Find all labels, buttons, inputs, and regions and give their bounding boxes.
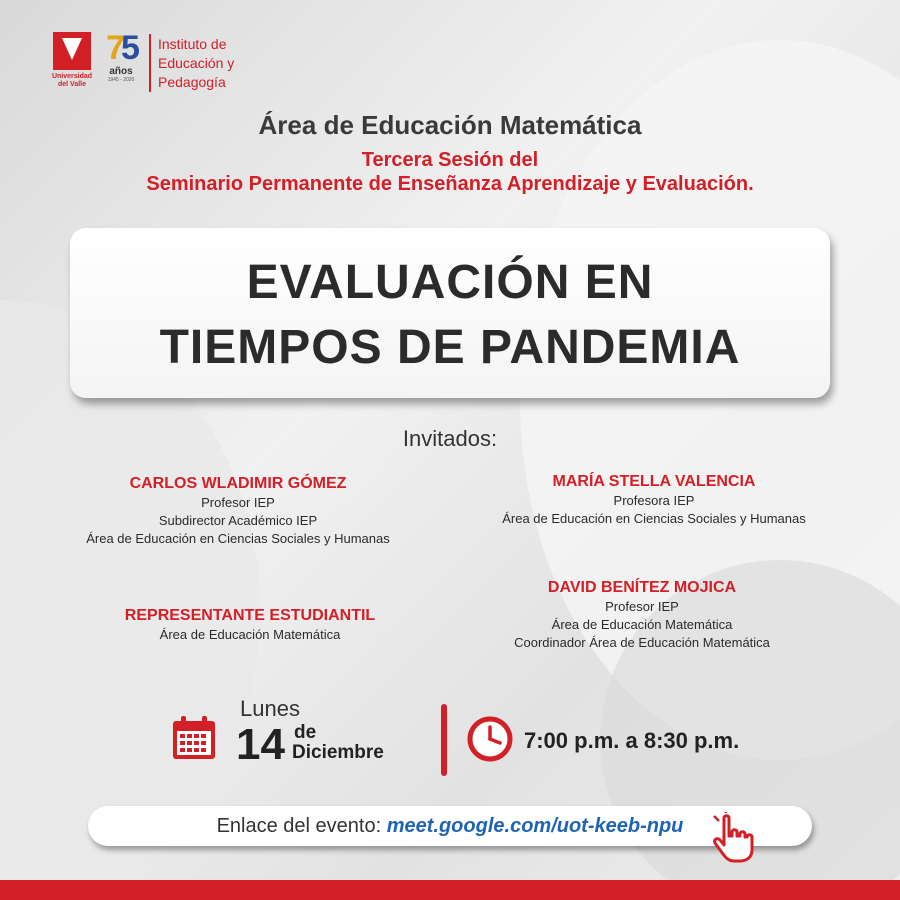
footer-red-bar [0,880,900,900]
event-link-label: Enlace del evento: [216,815,382,837]
event-link-line [88,813,812,839]
anniversary-years: 1945 - 2020 [107,77,135,83]
anniversary-digit-7: 7 [106,29,121,67]
date-time-divider [441,704,447,776]
main-title-line-1: EVALUACIÓN EN [246,256,654,309]
institute-name [158,35,234,92]
university-logo-icon [53,32,91,70]
guest-detail: Profesora IEP [613,493,695,508]
institute-line: Educación y [158,55,235,71]
event-day: 14 [236,720,285,769]
event-de: de [294,722,317,743]
guests-heading: Invitados: [402,426,498,451]
guest-card [38,474,438,548]
clock-icon [467,716,513,762]
university-logo [47,32,97,94]
guest-name: DAVID BENÍTEZ MOJICA [547,579,737,596]
event-link-url[interactable]: meet.google.com/uot-keeb-npu [386,815,684,837]
hand-pointer-icon [710,812,760,864]
guest-detail: Profesor IEP [605,599,679,614]
logo-divider [149,34,151,92]
guest-card [50,606,450,644]
area-title: Área de Educación Matemática [258,110,642,140]
guest-card [442,578,842,652]
main-title-line-2: TIEMPOS DE PANDEMIA [159,321,741,374]
institute-line: Instituto de [158,36,227,52]
anniversary-word: años [109,66,133,77]
event-weekday: Lunes [240,696,300,721]
guest-detail: Área de Educación en Ciencias Sociales y Humanas [502,511,806,526]
event-time: 7:00 p.m. a 8:30 p.m. [524,728,740,753]
guest-detail: Área de Educación Matemática [551,617,733,632]
guest-detail: Coordinador Área de Educación Matemática [514,635,770,650]
anniversary-digit-5: 5 [121,29,136,67]
guest-detail: Subdirector Académico IEP [158,513,318,528]
guest-card [454,472,854,528]
guest-detail: Área de Educación Matemática [159,627,341,642]
guest-detail: Área de Educación en Ciencias Sociales y Humanas [86,531,390,546]
event-month: Diciembre [292,742,384,763]
guest-name: MARÍA STELLA VALENCIA [552,473,756,490]
guest-detail: Profesor IEP [201,495,275,510]
guest-name: CARLOS WLADIMIR GÓMEZ [129,475,347,492]
institute-line: Pedagogía [158,74,226,90]
guest-name: REPRESENTANTE ESTUDIANTIL [124,607,376,624]
calendar-icon [170,714,218,762]
session-line-1: Tercera Sesión del [361,149,539,171]
anniversary-logo [103,30,139,96]
university-logo-text: Universidad del Valle [51,73,93,88]
session-line-2: Seminario Permanente de Enseñanza Aprendizaje y Evaluación. [146,173,754,195]
